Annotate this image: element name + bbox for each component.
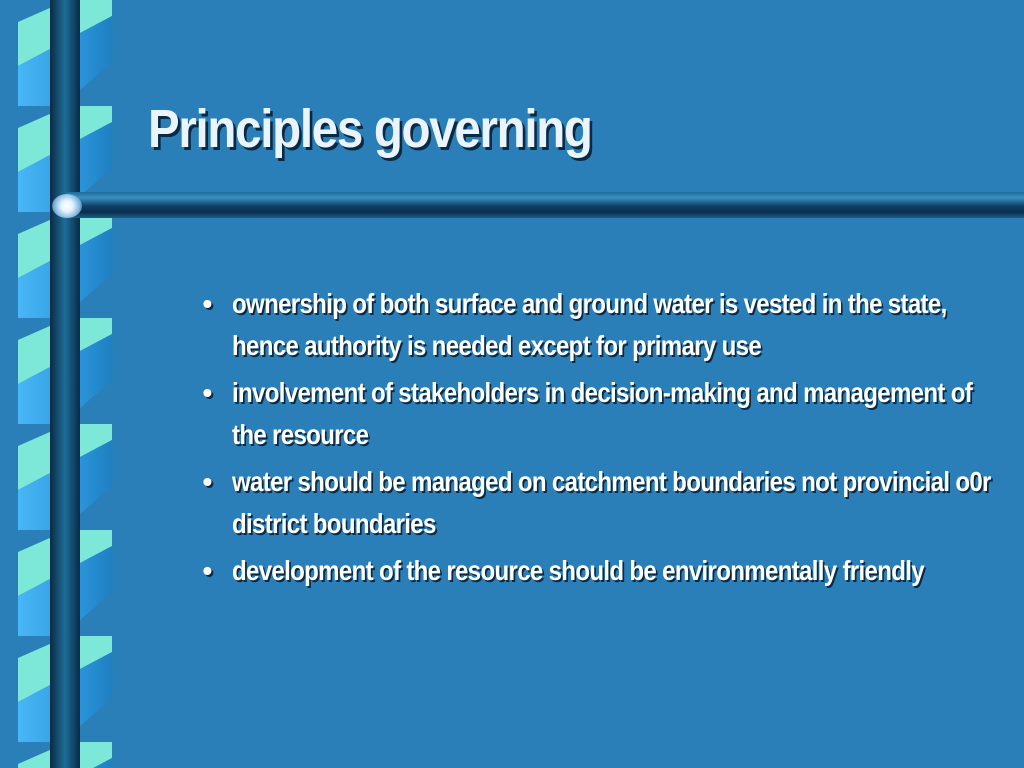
slide-title: Principles governing: [148, 99, 592, 159]
bullet-text: development of the resource should be environmentally friendly: [232, 555, 924, 586]
bullet-list: [196, 283, 996, 597]
decorative-twisted-ribbon: [0, 0, 112, 768]
bullet-text: involvement of stakeholders in decision-making and management of the resource: [232, 377, 973, 450]
bullet-marker: •: [202, 466, 212, 497]
bullet-item: [196, 283, 996, 367]
bullet-text: water should be managed on catchment boundaries not provincial o0r district boundaries: [232, 466, 991, 539]
bullet-marker: •: [202, 377, 212, 408]
bullet-marker: •: [202, 555, 212, 586]
divider-knob: [52, 194, 82, 218]
bullet-item: [196, 372, 996, 456]
bullet-item: [196, 461, 996, 545]
title-divider-bar: [66, 192, 1024, 218]
bullet-text: ownership of both surface and ground water is vested in the state, hence authority is needed except for primary use: [232, 288, 947, 361]
bullet-marker: •: [202, 288, 212, 319]
bullet-item: [196, 550, 996, 592]
